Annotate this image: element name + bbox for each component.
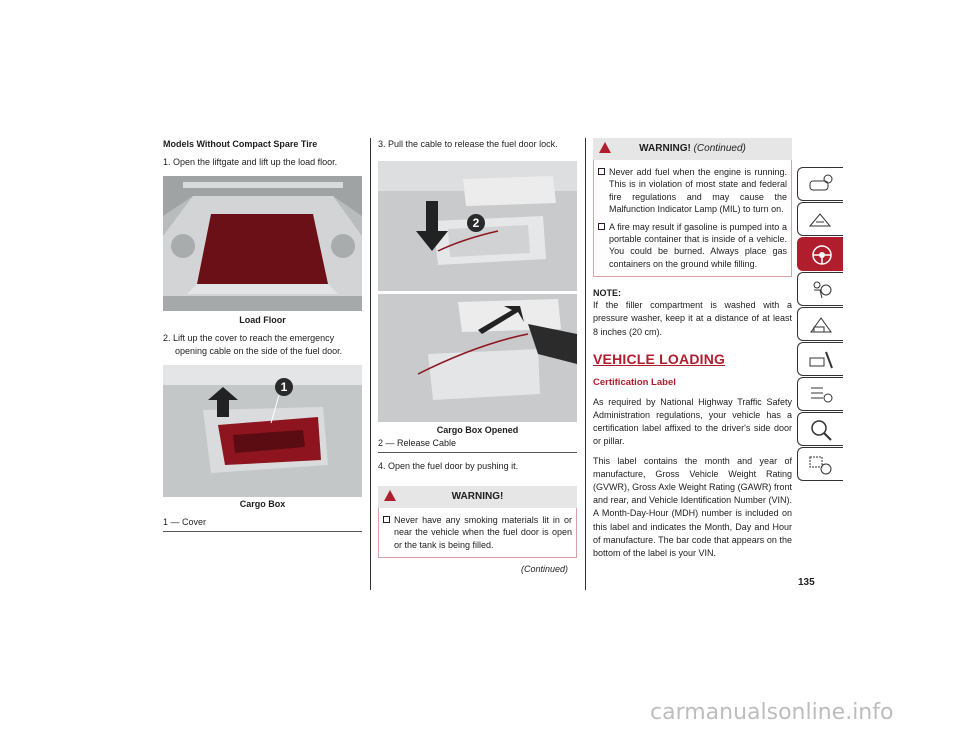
watermark: carmanualsonline.info — [650, 700, 894, 725]
subheading: Models Without Compact Spare Tire — [163, 139, 318, 149]
warning-triangle-icon — [599, 142, 611, 153]
magnifier-icon — [808, 418, 834, 442]
warning-bullet: A fire may result if gasoline is pumped into a portable container that is inside of a vehicle. You could be burned. Always place gas containers on the ground while filling. — [598, 221, 787, 271]
tab-instrument-panel[interactable] — [797, 202, 843, 236]
warning-continued: (Continued) — [693, 143, 746, 154]
warning-body — [378, 508, 577, 558]
multimedia-icon — [808, 453, 834, 477]
tab-starting-operating[interactable] — [797, 237, 843, 271]
warning-bullet: Never have any smoking materials lit in or near the vehicle when the fuel door is open or the tank is being filled. — [383, 514, 572, 551]
warning-continued-body — [593, 160, 792, 277]
warning-continued-header — [593, 138, 792, 160]
chapter-tabs — [797, 167, 843, 482]
page-number: 135 — [798, 577, 815, 588]
step-1: 1. Open the liftgate and lift up the load floor. — [163, 157, 338, 167]
steering-wheel-icon — [808, 243, 834, 267]
release-cable-image-bottom — [378, 294, 577, 422]
checkbox-bullet-icon — [598, 223, 605, 230]
cargo-box-image — [163, 365, 362, 497]
wrench-icon — [808, 348, 834, 372]
dashboard-warning-icon — [808, 208, 834, 232]
release-cable-image-top — [378, 161, 577, 291]
warning-bullet: Never add fuel when the engine is running. This is in violation of most state and federal fire regulations and may cause the Malfunction Indicator Lamp (MIL) to turn on. — [598, 166, 787, 216]
tab-index[interactable] — [797, 412, 843, 446]
tab-safety[interactable] — [797, 272, 843, 306]
note-label: NOTE: — [593, 288, 621, 299]
paragraph-2: This label contains the month and year of manufacture, Gross Vehicle Weight Rating (GVWR), Gross Axle Weight Rating (GAWR) front and rear, and Vehicle Identification Number (VIN). A Month-Day-Hour (MDH) number is included on this label and indicates the Month, Day and Hour of manufacture. The bar code that appears on the bottom of the label is your VIN. — [593, 455, 792, 559]
section-title: VEHICLE LOADING — [593, 350, 726, 367]
hazard-icon — [808, 313, 834, 337]
note-text: If the filler compartment is washed with a pressure washer, keep it at a distance of at least 8 inches (20 cm). — [593, 300, 792, 337]
column-1 — [163, 138, 362, 532]
airbag-icon — [808, 278, 834, 302]
warning-box — [378, 486, 577, 558]
step-2: 2. Lift up the cover to reach the emergency opening cable on the side of the fuel door. — [163, 333, 343, 356]
step-4: 4. Open the fuel door by pushing it. — [378, 461, 519, 471]
warning-title: WARNING! — [451, 491, 504, 502]
continued-label: (Continued) — [521, 564, 569, 574]
load-floor-image — [163, 176, 362, 311]
warning-header — [378, 486, 577, 508]
callout-1: 1 — [280, 380, 288, 394]
subsection-title: Certification Label — [593, 376, 676, 388]
tab-technical-specifications[interactable] — [797, 377, 843, 411]
column-2 — [378, 138, 577, 558]
tab-multimedia[interactable] — [797, 447, 843, 481]
step-3: 3. Pull the cable to release the fuel door lock. — [378, 139, 558, 149]
tab-servicing[interactable] — [797, 342, 843, 376]
paragraph-1: As required by National Highway Traffic Safety Administration regulations, your vehicle has a certification label affixed to the driver's side door or pillar. — [593, 396, 792, 447]
callout-2: 2 — [472, 216, 480, 230]
tab-emergency[interactable] — [797, 307, 843, 341]
car-info-icon — [808, 173, 834, 197]
column-divider-2 — [585, 138, 586, 590]
warning-triangle-icon — [384, 490, 396, 501]
column-3 — [593, 138, 792, 560]
caption-cargo-box-opened: Cargo Box Opened — [436, 425, 519, 435]
legend-release-cable: 2 — Release Cable — [378, 437, 577, 453]
warning-continued-box — [593, 138, 792, 277]
checkbox-bullet-icon — [598, 168, 605, 175]
tab-getting-to-know-vehicle[interactable] — [797, 167, 843, 201]
checkbox-bullet-icon — [383, 516, 390, 523]
caption-cargo-box: Cargo Box — [239, 499, 286, 509]
warning-title: WARNING! — [639, 143, 691, 154]
caption-load-floor: Load Floor — [239, 315, 286, 325]
column-divider-1 — [370, 138, 371, 590]
legend-cover: 1 — Cover — [163, 516, 362, 532]
specs-list-icon — [808, 383, 834, 407]
